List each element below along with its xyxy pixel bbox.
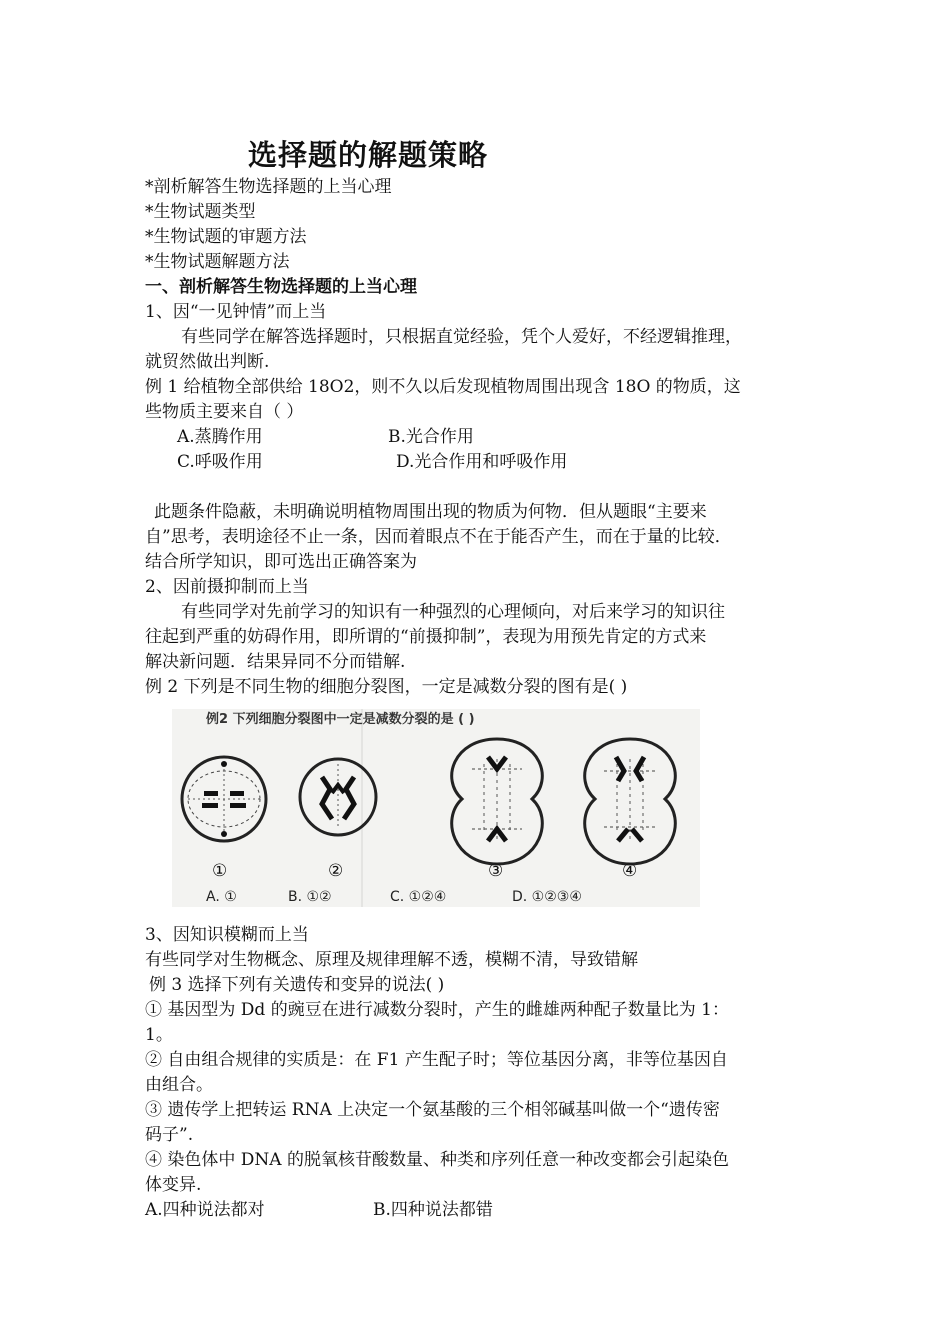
figure-label-4: ④ — [622, 861, 638, 881]
analysis-line: 自”思考，表明途径不止一条，因而着眼点不在于能否产生，而在于量的比较． — [145, 527, 732, 547]
paragraph-line: 有些同学对生物概念、原理及规律理解不透，模糊不清，导致错解 — [145, 950, 638, 970]
option-c: C.呼吸作用 — [177, 452, 263, 472]
paragraph-line: 解决新问题．结果异同不分而错解. — [145, 652, 406, 672]
example-3-question: 例 3 选择下列有关遗传和变异的说法( ) — [149, 975, 445, 995]
analysis-line: 结合所学知识，即可选出正确答案为 — [145, 552, 417, 572]
option-d: D.光合作用和呼吸作用 — [396, 452, 568, 472]
document-title: 选择题的解题策略 — [248, 138, 489, 172]
subsection-heading: 1、因“一见钟情”而上当 — [145, 302, 327, 322]
option-b: B.四种说法都错 — [373, 1200, 493, 1220]
statement-line: ② 自由组合规律的实质是：在 F1 产生配子时；等位基因分离，非等位基因自 — [145, 1050, 728, 1070]
statement-line: ① 基因型为 Dd 的豌豆在进行减数分裂时，产生的雌雄两种配子数量比为 1： — [145, 1000, 729, 1020]
statement-line: 体变异. — [145, 1175, 202, 1195]
statement-line: 由组合。 — [145, 1075, 213, 1095]
toc-item: *生物试题类型 — [145, 202, 256, 222]
figure-label-3: ③ — [488, 861, 504, 881]
paragraph-line: 有些同学在解答选择题时，只根据直觉经验，凭个人爱好，不经逻辑推理， — [181, 327, 742, 347]
figure-label-2: ② — [328, 861, 344, 881]
option-a: A.四种说法都对 — [145, 1200, 265, 1220]
paragraph-line: 就贸然做出判断. — [145, 352, 270, 372]
example-2-question: 例 2 下列是不同生物的细胞分裂图，一定是减数分裂的图有是( ) — [145, 677, 628, 697]
toc-item: *剖析解答生物选择题的上当心理 — [145, 177, 392, 197]
statement-line: 1。 — [145, 1025, 173, 1045]
cell-division-figure — [172, 709, 700, 907]
paragraph-line: 往起到严重的妨碍作用，即所谓的“前摄抑制”，表现为用预先肯定的方式来 — [145, 627, 707, 647]
figure-option-b: B. ①② — [288, 889, 332, 905]
option-a: A.蒸腾作用 — [177, 427, 263, 447]
example-1-question: 例 1 给植物全部供给 18O2，则不久以后发现植物周围出现含 18O 的物质，这 — [145, 377, 741, 397]
paragraph-line: 有些同学对先前学习的知识有一种强烈的心理倾向，对后来学习的知识往 — [181, 602, 725, 622]
section-heading: 一、剖析解答生物选择题的上当心理 — [145, 277, 417, 297]
figure-header: 例2 下列细胞分裂图中一定是减数分裂的是 ( ) — [206, 712, 475, 727]
figure-label-1: ① — [212, 861, 228, 881]
toc-item: *生物试题的审题方法 — [145, 227, 307, 247]
subsection-heading: 3、因知识模糊而上当 — [145, 925, 309, 945]
statement-line: ③ 遗传学上把转运 RNA 上决定一个氨基酸的三个相邻碱基叫做一个“遗传密 — [145, 1100, 720, 1120]
subsection-heading: 2、因前摄抑制而上当 — [145, 577, 309, 597]
option-b: B.光合作用 — [388, 427, 474, 447]
statement-line: 码子”. — [145, 1125, 194, 1145]
toc-item: *生物试题解题方法 — [145, 252, 290, 272]
statement-line: ④ 染色体中 DNA 的脱氧核苷酸数量、种类和序列任意一种改变都会引起染色 — [145, 1150, 729, 1170]
example-1-question: 些物质主要来自（ ） — [145, 402, 304, 422]
figure-option-c: C. ①②④ — [390, 889, 447, 905]
figure-option-d: D. ①②③④ — [512, 889, 582, 905]
analysis-line: 此题条件隐蔽，未明确说明植物周围出现的物质为何物．但从题眼“主要来 — [154, 502, 707, 522]
figure-option-a: A. ① — [206, 889, 237, 905]
